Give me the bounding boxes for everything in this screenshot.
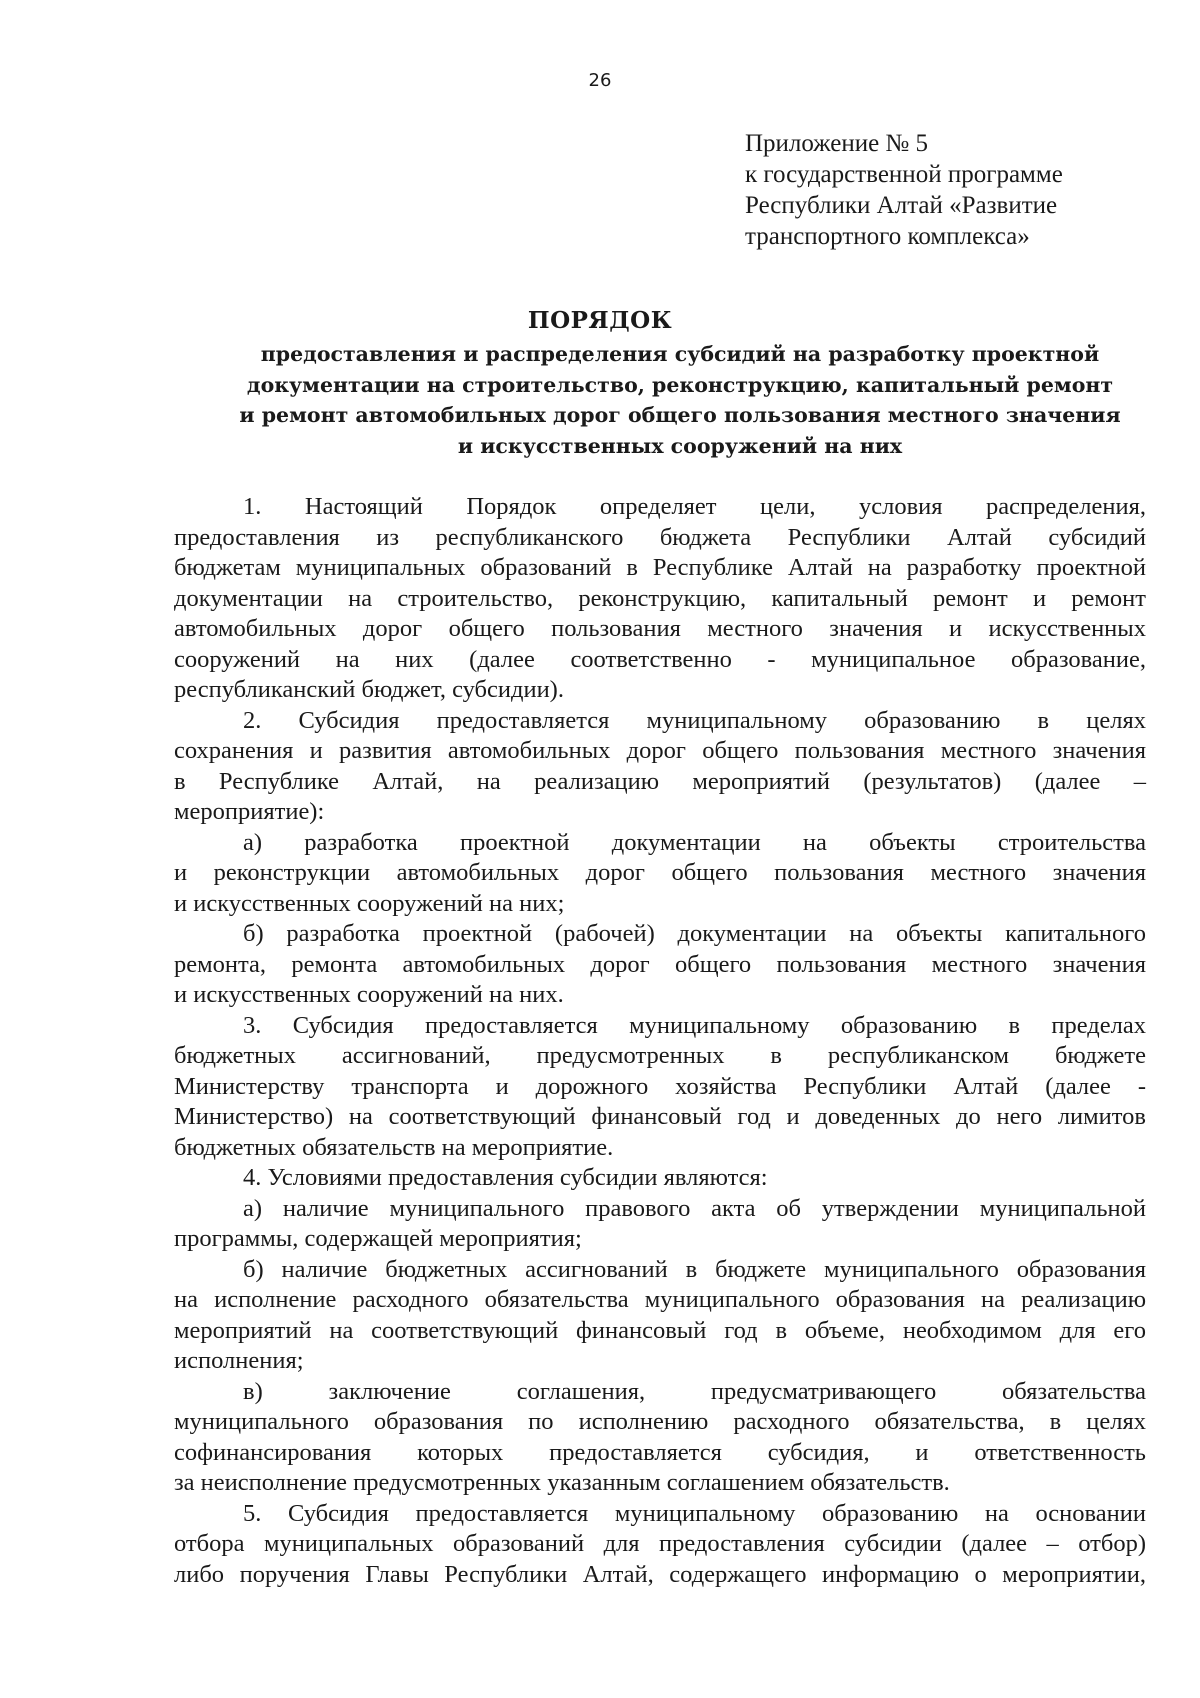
subtitle-line: и ремонт автомобильных дорог общего пользования местного значения — [239, 403, 1121, 427]
body-line: мероприятий на соответствующий финансовый год в объеме, необходимом для его — [174, 1316, 1146, 1344]
appendix-line: Приложение № 5 — [745, 130, 929, 157]
body-line: 5. Субсидия предоставляется муниципальному образованию на основании — [243, 1499, 1146, 1527]
body-line: и реконструкции автомобильных дорог общего пользования местного значения — [174, 859, 1146, 886]
body-line: и искусственных сооружений на них; — [174, 889, 565, 917]
body-line: бюджетам муниципальных образований в Республике Алтай на разработку проектной — [174, 554, 1146, 581]
body-line: на исполнение расходного обязательства муниципального образования на реализацию — [174, 1286, 1146, 1313]
body-line: ремонта, ремонта автомобильных дорог общего пользования местного значения — [174, 950, 1146, 978]
body-line: б) наличие бюджетных ассигнований в бюджете муниципального образования — [243, 1255, 1146, 1283]
body-line: в Республике Алтай, на реализацию мероприятий (результатов) (далее – — [174, 767, 1146, 795]
page-number: 26 — [588, 70, 612, 91]
body-line: муниципального образования по исполнению расходного обязательства, в целях — [174, 1408, 1146, 1435]
subtitle-line: и искусственных сооружений на них — [457, 433, 903, 458]
body-line: и искусственных сооружений на них. — [174, 981, 564, 1008]
body-line: софинансирования которых предоставляется субсидия, и ответственность — [174, 1438, 1146, 1466]
body-line: 4. Условиями предоставления субсидии являются: — [243, 1164, 768, 1191]
body-line: бюджетных обязательств на мероприятие. — [174, 1133, 614, 1161]
body-line: Министерство) на соответствующий финансовый год и доведенных до него лимитов — [174, 1103, 1146, 1130]
body-line: а) разработка проектной документации на объекты строительства — [243, 828, 1146, 856]
appendix-line: к государственной программе — [745, 161, 1063, 188]
body-line: 3. Субсидия предоставляется муниципальному образованию в пределах — [243, 1011, 1146, 1039]
body-line: предоставления из республиканского бюджета Республики Алтай субсидий — [174, 523, 1146, 551]
body-line: 2. Субсидия предоставляется муниципальному образованию в целях — [243, 706, 1146, 734]
body-line: 1. Настоящий Порядок определяет цели, условия распределения, — [243, 493, 1146, 520]
body-line: бюджетных ассигнований, предусмотренных в республиканском бюджете — [174, 1042, 1146, 1069]
body-line: мероприятие): — [174, 798, 325, 825]
appendix-reference — [745, 128, 1063, 252]
body-line: республиканский бюджет, субсидии). — [174, 676, 564, 703]
body-line: б) разработка проектной (рабочей) документации на объекты капитального — [243, 920, 1146, 947]
document-subtitle — [200, 339, 1160, 461]
body-line: сохранения и развития автомобильных дорог общего пользования местного значения — [174, 737, 1146, 764]
document-title: ПОРЯДОК — [527, 307, 673, 334]
body-line: программы, содержащей мероприятия; — [174, 1225, 582, 1252]
body-line: сооружений на них (далее соответственно - муниципальное образование, — [174, 645, 1146, 673]
body-line: либо поручения Главы Республики Алтай, содержащего информацию о мероприятии, — [174, 1560, 1146, 1588]
appendix-line: Республики Алтай «Развитие — [745, 192, 1058, 219]
body-line: автомобильных дорог общего пользования местного значения и искусственных — [174, 615, 1146, 642]
body-line: отбора муниципальных образований для предоставления субсидии (далее – отбор) — [174, 1530, 1146, 1557]
appendix-line: транспортного комплекса» — [745, 223, 1030, 250]
body-line: документации на строительство, реконструкцию, капитальный ремонт и ремонт — [174, 584, 1146, 612]
body-line: Министерству транспорта и дорожного хозяйства Республики Алтай (далее - — [174, 1072, 1146, 1100]
body-line: исполнения; — [174, 1347, 304, 1374]
document-body — [174, 492, 1146, 1590]
subtitle-line: документации на строительство, реконструкцию, капитальный ремонт — [246, 372, 1114, 397]
body-line: в) заключение соглашения, предусматривающего обязательства — [243, 1377, 1146, 1405]
subtitle-line: предоставления и распределения субсидий на разработку проектной — [260, 342, 1100, 366]
body-line: а) наличие муниципального правового акта об утверждении муниципальной — [243, 1194, 1146, 1222]
body-line: за неисполнение предусмотренных указанным соглашением обязательств. — [174, 1469, 950, 1496]
